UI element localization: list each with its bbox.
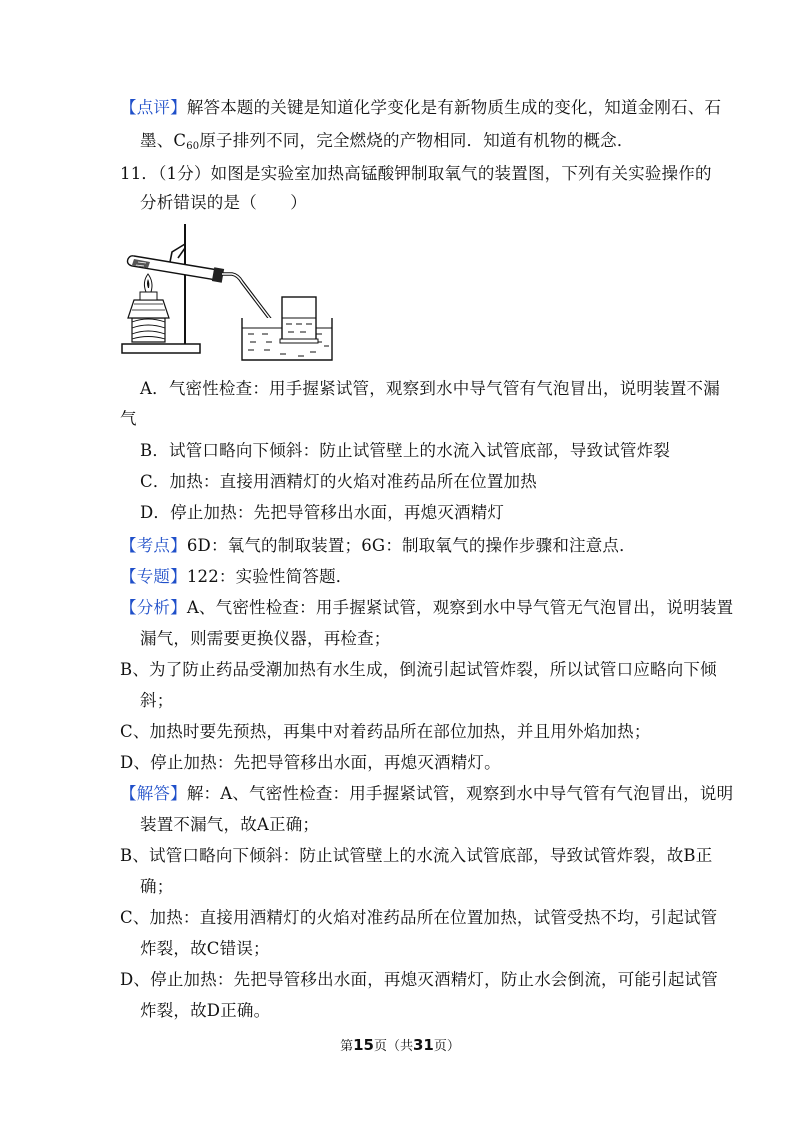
comment-text-2b: 原子排列不同，完全燃烧的产物相同．知道有机物的概念．: [199, 131, 634, 150]
question-stem-2: 分析错误的是（ ）: [140, 193, 307, 212]
fenxi-line-5: C、加热时要先预热，再集中对着药品所在部位加热，并且用外焰加热；: [120, 722, 651, 741]
fenxi-line-1: [120, 597, 733, 619]
page-footer: [0, 1035, 800, 1054]
page-number: 15: [353, 1036, 374, 1054]
fenxi-text-1: A、气密性检查：用手握紧试管，观察到水中导气管无气泡冒出，说明装置: [186, 598, 734, 617]
footer-pre: 第: [340, 1039, 354, 1054]
jieda-line-2: 装置不漏气，故A正确；: [140, 815, 320, 834]
clamp: [170, 244, 185, 262]
collecting-bottle: [280, 297, 318, 343]
fenxi-line-6: D、停止加热：先把导管移出水面，再熄灭酒精灯。: [120, 753, 501, 772]
jieda-line-6: 炸裂，故C错误；: [140, 939, 270, 958]
comment-tag: 【点评】: [120, 98, 187, 117]
jieda-line-7: D、停止加热：先把导管移出水面，再熄灭酒精灯，防止水会倒流，可能引起试管: [120, 970, 718, 989]
comment-line-1: [120, 97, 721, 119]
fenxi-line-4: 斜；: [140, 691, 174, 710]
zhuanti-line: [120, 566, 353, 588]
jieda-line-8: 炸裂，故D正确。: [140, 1001, 271, 1020]
stand-base: [122, 344, 200, 353]
comment-line-2: [140, 130, 634, 155]
jieda-text-1: 解：A、气密性检查：用手握紧试管，观察到水中导气管有气泡冒出，说明: [186, 784, 734, 803]
option-a-line-2: 气: [120, 409, 137, 428]
option-a-line-1: A．气密性检查：用手握紧试管，观察到水中导气管有气泡冒出，说明装置不漏: [140, 379, 720, 398]
zhuanti-text: 122：实验性简答题．: [186, 567, 353, 586]
zhuanti-tag: 【专题】: [120, 567, 187, 586]
jieda-line-5: C、加热：直接用酒精灯的火焰对准药品所在位置加热，试管受热不均，引起试管: [120, 908, 718, 927]
jieda-line-1: [120, 783, 733, 805]
jieda-tag: 【解答】: [120, 784, 187, 803]
comment-text-1: 解答本题的关键是知道化学变化是有新物质生成的变化，知道金刚石、石: [186, 98, 722, 117]
jieda-line-4: 确；: [140, 877, 174, 896]
fenxi-line-2: 漏气，则需要更换仪器，再检查；: [140, 629, 391, 648]
c60-subscript: 60: [186, 141, 200, 152]
comment-text-2a: 墨、C: [140, 131, 187, 150]
option-d: D．停止加热：先把导管移出水面，再熄灭酒精灯: [140, 503, 505, 522]
kaodian-text: 6D：氧气的制取装置；6G：制取氧气的操作步骤和注意点．: [186, 536, 636, 555]
fenxi-line-3: B、为了防止药品受潮加热有水生成，倒流引起试管炸裂，所以试管口应略向下倾: [120, 660, 717, 679]
kaodian-line: [120, 535, 636, 557]
option-c: C．加热：直接用酒精灯的火焰对准药品所在位置加热: [140, 472, 537, 491]
question-stem-1: 11．（1分）如图是实验室加热高锰酸钾制取氧气的装置图，下列有关实验操作的: [120, 164, 712, 183]
alcohol-lamp: [128, 274, 169, 342]
jieda-line-3: B、试管口略向下倾斜：防止试管壁上的水流入试管底部，导致试管炸裂，故B正: [120, 846, 713, 865]
kaodian-tag: 【考点】: [120, 536, 187, 555]
test-tube: [128, 256, 219, 280]
oxygen-apparatus-diagram: [120, 222, 338, 364]
option-b: B．试管口略向下倾斜：防止试管壁上的水流入试管底部，导致试管炸裂: [140, 441, 671, 460]
page-total: 31: [413, 1036, 434, 1054]
footer-mid: 页（共: [373, 1039, 413, 1054]
fenxi-tag: 【分析】: [120, 598, 187, 617]
footer-post: 页）: [433, 1039, 460, 1054]
